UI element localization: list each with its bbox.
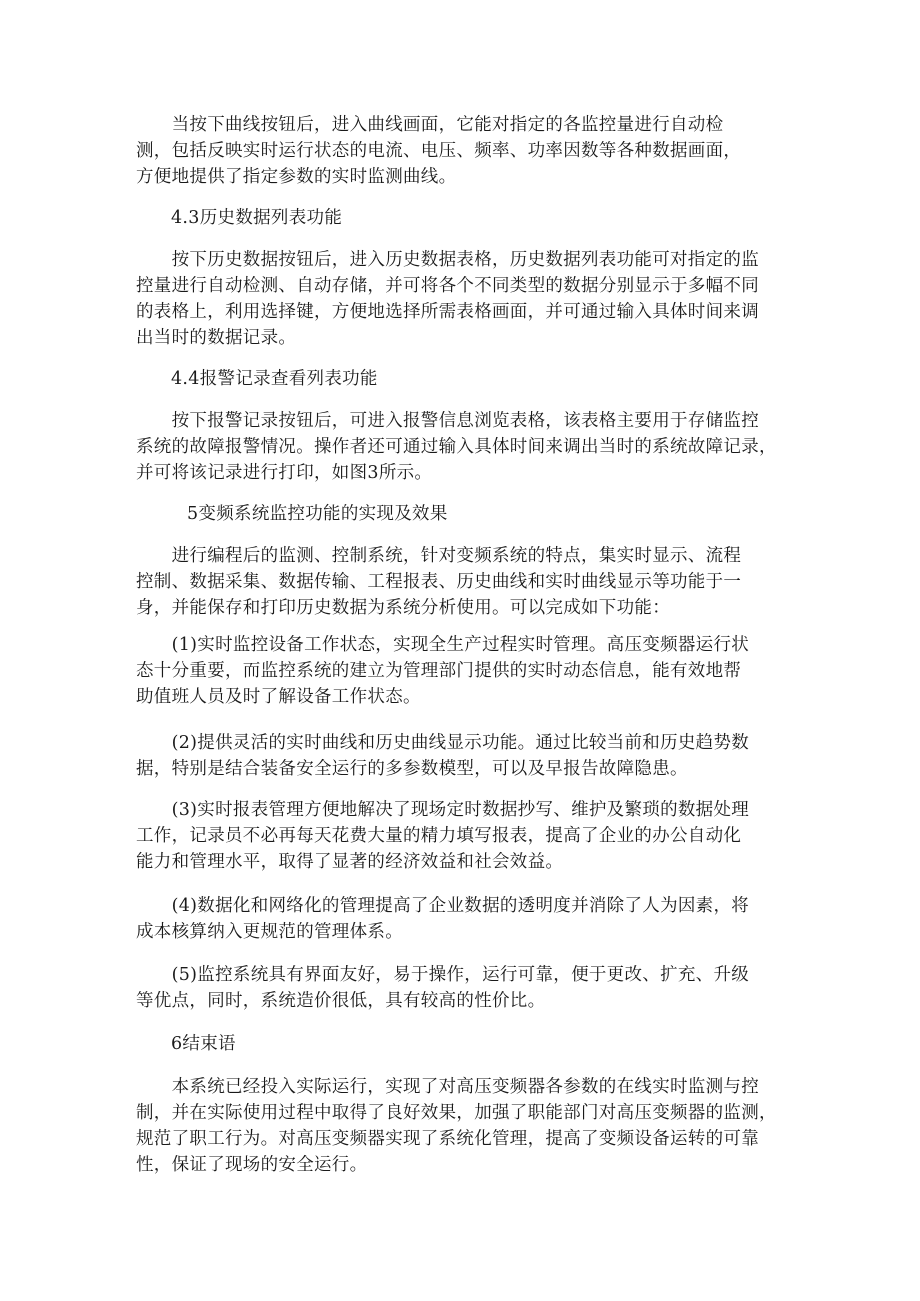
section-heading-6: 6结束语 [171, 1034, 236, 1054]
paragraph-history-data: 按下历史数据按钮后，进入历史数据表格，历史数据列表功能可对指定的监 控量进行自动检测、自动存储，并可将各个不同类型的数据分别显示于多幅不同 的表格上，利用选择键，方便地选择所需表格画面，并可通过输入具体时间来调 出当时的数据记录。 [136, 250, 759, 348]
paragraph-curve-function: 当按下曲线按钮后，进入曲线画面，它能对指定的各监控量进行自动检 测，包括反映实时运行状态的电流、电压、频率、功率因数等各种数据画面， 方便地提供了指定参数的实时监测曲线。 [136, 115, 742, 187]
paragraph-alarm-records: 按下报警记录按钮后，可进入报警信息浏览表格，该表格主要用于存储监控 系统的故障报警情况。操作者还可通过输入具体时间来调出当时的系统故障记录， 并可将该记录进行打印，如图3所示。 [136, 411, 777, 483]
section-heading-4-4: 4.4报警记录查看列表功能 [171, 369, 378, 389]
paragraph-system-overview: 进行编程后的监测、控制系统，针对变频系统的特点，集实时显示、流程 控制、数据采集、数据传输、工程报表、历史曲线和实时曲线显示等功能于一 身，并能保存和打印历史数据为系统分析使用。可以完成如下功能： [136, 546, 742, 618]
paragraph-item-4: (4)数据化和网络化的管理提高了企业数据的透明度并消除了人为因素，将 成本核算纳入更规范的管理体系。 [136, 896, 750, 942]
paragraph-item-3: (3)实时报表管理方便地解决了现场定时数据抄写、维护及繁琐的数据处理 工作，记录员不必再每天花费大量的精力填写报表，提高了企业的办公自动化 能力和管理水平，取得了显著的经济效益和社会效益。 [136, 800, 750, 872]
paragraph-conclusion: 本系统已经投入实际运行，实现了对高压变频器各参数的在线实时监测与控 制，并在实际使用过程中取得了良好效果，加强了职能部门对高压变频器的监测， 规范了职工行为。对高压变频器实现了系统化管理，提高了变频设备运转的可靠 性，保证了现场的安全运行。 [136, 1077, 777, 1175]
section-heading-4-3: 4.3历史数据列表功能 [171, 208, 343, 228]
paragraph-item-2: (2)提供灵活的实时曲线和历史曲线显示功能。通过比较当前和历史趋势数 据，特别是结合装备安全运行的多参数模型，可以及早报告故障隐患。 [136, 733, 750, 779]
section-heading-5: 5变频系统监控功能的实现及效果 [187, 504, 448, 524]
paragraph-item-1: (1)实时监控设备工作状态，实现全生产过程实时管理。高压变频器运行状 态十分重要，而监控系统的建立为管理部门提供的实时动态信息，能有效地帮 助值班人员及时了解设备工作状态。 [136, 635, 750, 707]
paragraph-item-5: (5)监控系统具有界面友好，易于操作，运行可靠，便于更改、扩充、升级 等优点，同时，系统造价很低，具有较高的性价比。 [136, 965, 750, 1011]
